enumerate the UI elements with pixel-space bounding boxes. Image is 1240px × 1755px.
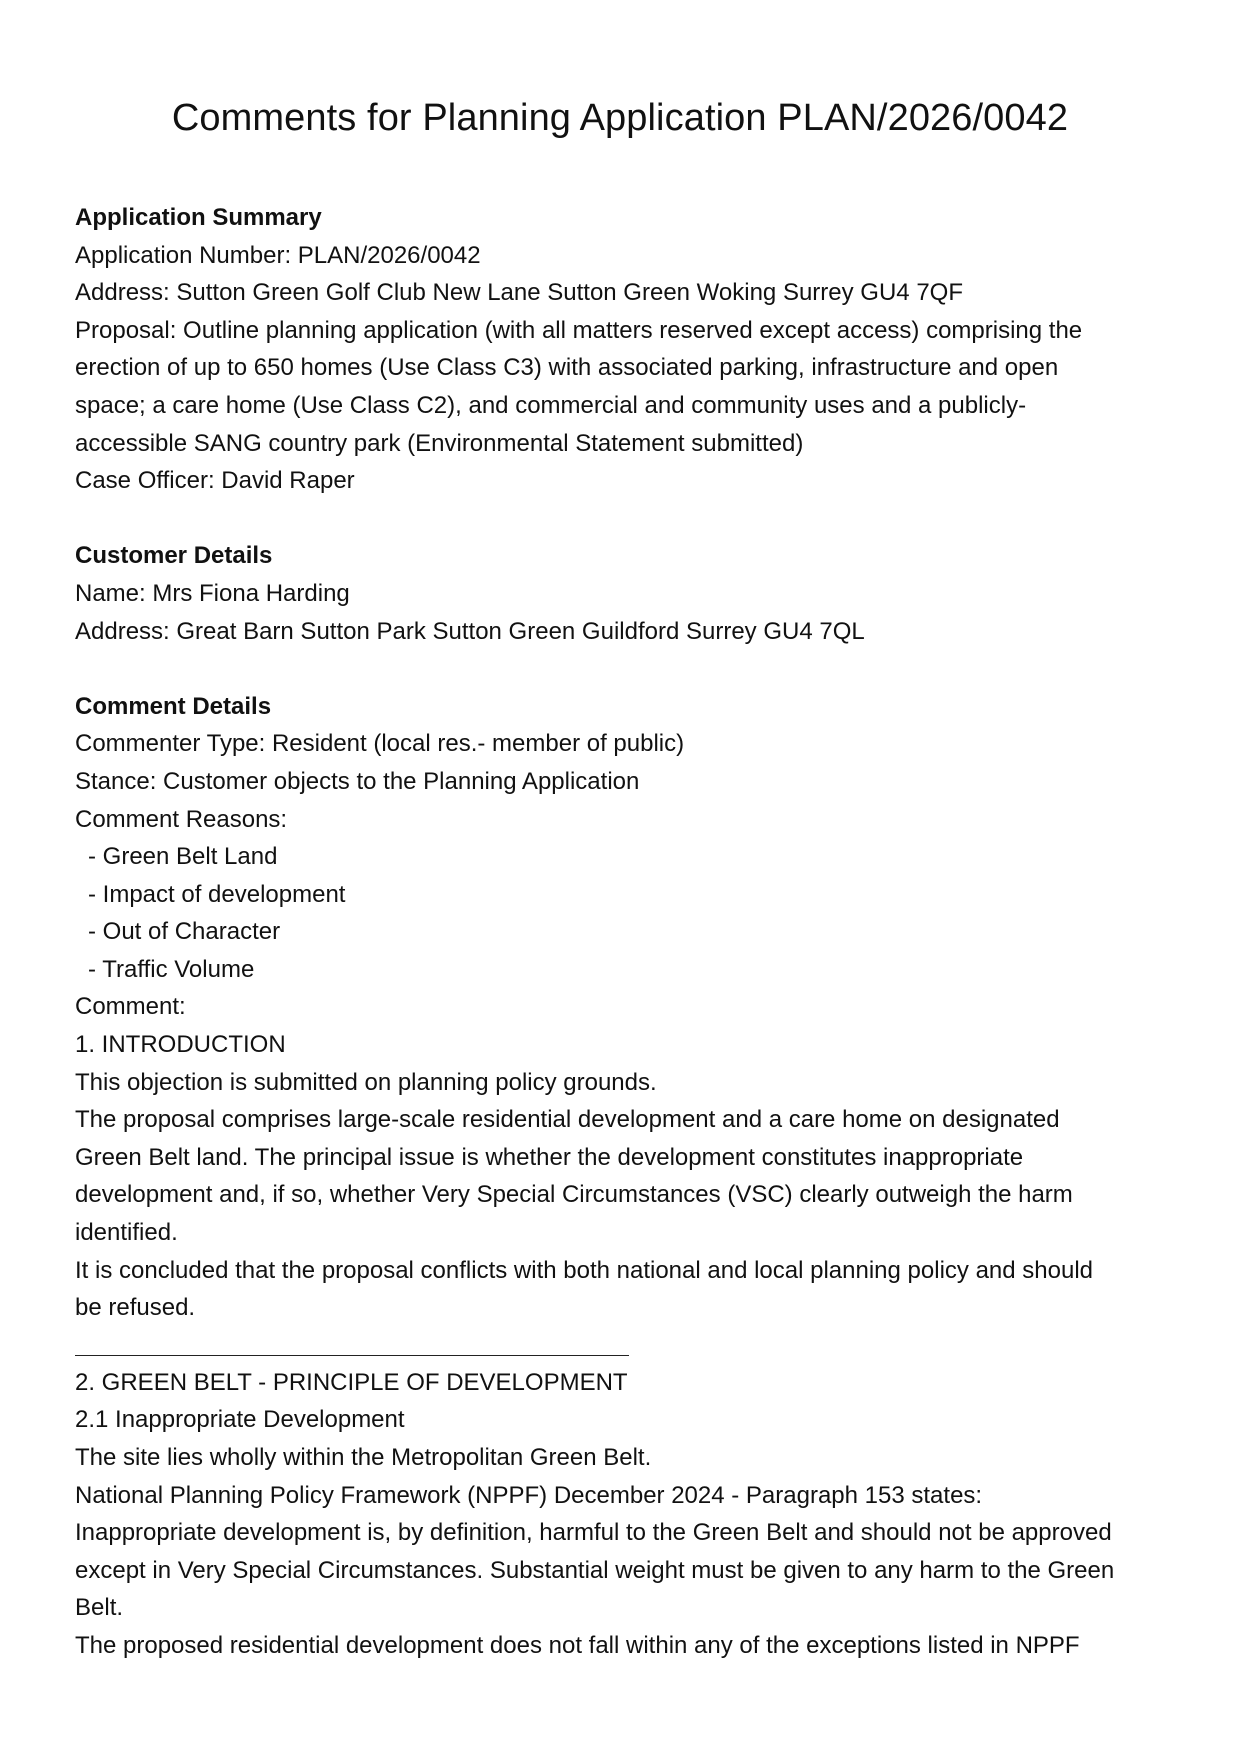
application-number: Application Number: PLAN/2026/0042 xyxy=(75,241,481,269)
section-2-paragraph-line: except in Very Special Circumstances. Substantial weight must be given to any harm to the Green xyxy=(75,1556,1115,1584)
proposal-line: accessible SANG country park (Environmental Statement submitted) xyxy=(75,429,804,457)
section-2-1-heading: 2.1 Inappropriate Development xyxy=(75,1406,405,1434)
comment-body xyxy=(75,1026,1175,1665)
application-summary-section xyxy=(75,199,1175,500)
section-1-paragraph: This objection is submitted on planning policy grounds. xyxy=(75,1068,657,1096)
comment-reason-item: - Impact of development xyxy=(88,880,346,908)
section-2-paragraph: The proposed residential development does not fall within any of the exceptions listed in NPPF xyxy=(75,1631,1080,1659)
section-divider xyxy=(75,1355,629,1356)
customer-address: Address: Great Barn Sutton Park Sutton Green Guildford Surrey GU4 7QL xyxy=(75,617,865,645)
section-1-paragraph-line: identified. xyxy=(75,1219,178,1247)
section-1-paragraph-line: The proposal comprises large-scale residential development and a care home on designated xyxy=(75,1106,1060,1134)
section-1-heading: 1. INTRODUCTION xyxy=(75,1031,286,1059)
section-2-paragraph: The site lies wholly within the Metropolitan Green Belt. xyxy=(75,1444,652,1471)
customer-details-section xyxy=(75,537,1175,650)
section-spacer xyxy=(75,650,1175,688)
comment-reason-item: - Out of Character xyxy=(88,918,281,946)
comment-reason-item: - Green Belt Land xyxy=(88,843,278,871)
application-address: Address: Sutton Green Golf Club New Lane Sutton Green Woking Surrey GU4 7QF xyxy=(75,279,963,307)
page-title: Comments for Planning Application PLAN/2026/0042 xyxy=(171,97,1069,139)
section-2-heading: 2. GREEN BELT - PRINCIPLE OF DEVELOPMENT xyxy=(75,1368,628,1396)
section-1-paragraph-line: development and, if so, whether Very Special Circumstances (VSC) clearly outweigh the harm xyxy=(75,1181,1073,1209)
application-summary-heading: Application Summary xyxy=(75,204,322,231)
comment-reasons-label: Comment Reasons: xyxy=(75,805,288,833)
section-spacer xyxy=(75,500,1175,538)
section-2-paragraph-line: Inappropriate development is, by definition, harmful to the Green Belt and should not be approved xyxy=(75,1519,1112,1547)
section-2-paragraph: National Planning Policy Framework (NPPF) December 2024 - Paragraph 153 states: xyxy=(75,1481,983,1509)
proposal-line: erection of up to 650 homes (Use Class C3) with associated parking, infrastructure and open xyxy=(75,354,1059,382)
section-1-paragraph-line: It is concluded that the proposal conflicts with both national and local planning policy and should xyxy=(75,1256,1093,1284)
section-1-paragraph-line: Green Belt land. The principal issue is whether the development constitutes inappropriate xyxy=(75,1143,1024,1171)
proposal-line: Proposal: Outline planning application (with all matters reserved except access) comprising the xyxy=(75,316,1083,344)
section-2-paragraph-line: Belt. xyxy=(75,1594,124,1622)
proposal-line: space; a care home (Use Class C2), and commercial and community uses and a publicly- xyxy=(75,391,1027,419)
commenter-type: Commenter Type: Resident (local res.- member of public) xyxy=(75,730,685,758)
comment-label: Comment: xyxy=(75,993,186,1021)
case-officer: Case Officer: David Raper xyxy=(75,467,355,495)
section-1-paragraph-line: be refused. xyxy=(75,1294,196,1322)
stance: Stance: Customer objects to the Planning Application xyxy=(75,767,640,795)
comment-details-section xyxy=(75,688,1175,1026)
document-body xyxy=(75,199,1175,1665)
customer-details-heading: Customer Details xyxy=(75,542,273,570)
comment-reason-item: - Traffic Volume xyxy=(88,955,255,983)
customer-name: Name: Mrs Fiona Harding xyxy=(75,579,350,607)
comment-details-heading: Comment Details xyxy=(75,692,272,720)
